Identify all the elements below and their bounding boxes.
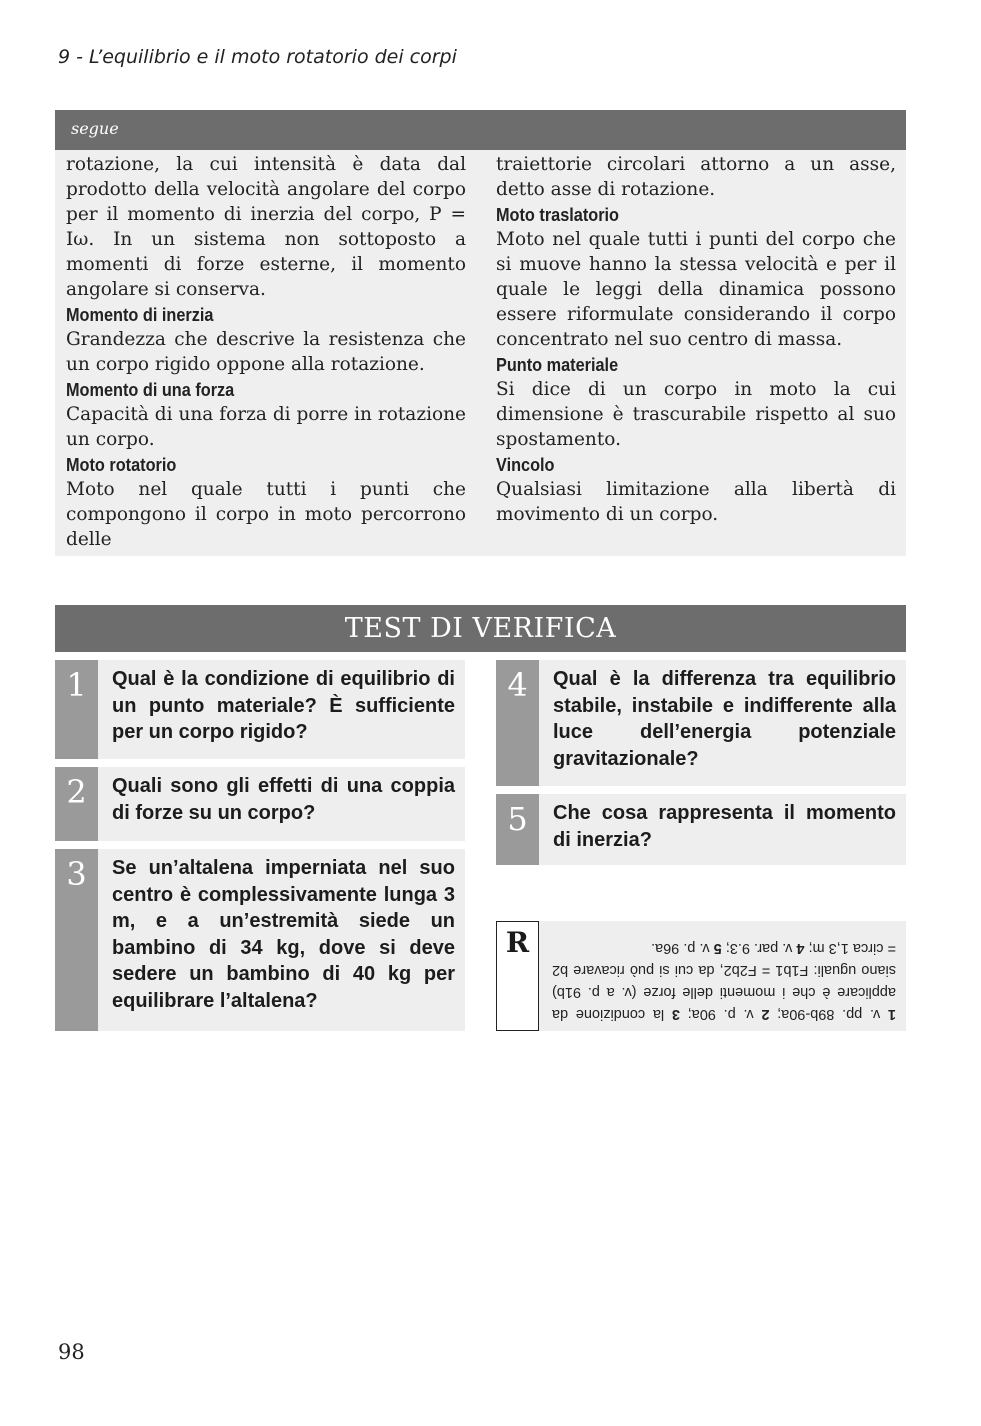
glossary-definition: Moto nel quale tutti i punti del corpo che si muove hanno la stessa velocità e per il quale le leggi della dinamica possono essere riformulate considerando il corpo concentrato nel suo centro di massa. [496,229,896,350]
glossary-definition: Grandezza che descrive la resistenza che un corpo rigido oppone alla rotazione. [66,329,466,375]
glossary-definition: Si dice di un corpo in moto la cui dimensione è trascurabile rispetto al suo spostamento. [496,379,896,450]
question-text: Se un’altalena imperniata nel suo centro è complessivamente lunga 3 m, e a un’estremità siede un bambino di 34 kg, dove si deve sedere un bambino di 40 kg per equilibrare l’altalena? [112,857,455,1012]
running-head: 9 - L’equilibrio e il moto rotatorio dei corpi [58,46,457,68]
question-number: 4 [496,660,539,786]
page-number: 98 [58,1340,85,1364]
glossary-intro-right: traiettorie circolari attorno a un asse, detto asse di rotazione. [496,154,896,200]
glossary-term: Momento di una forza [66,379,235,400]
glossary-term: Moto traslatorio [496,204,620,225]
question-text: Che cosa rappresenta il momento di inerzia? [553,802,896,851]
answers-label: R [496,921,539,1031]
question-number: 3 [55,849,98,1031]
answer-number: 3 [671,1006,680,1022]
answer-text: v. pp. 89b-90a; [769,1006,888,1022]
glossary-definition: Moto nel quale tutti i punti che compongono il corpo in moto percorrono delle [66,479,466,550]
glossary-right-column [496,152,896,527]
question-4 [496,660,906,786]
question-2 [55,767,465,841]
answer-text: la condizione da applicare è che i momenti delle forze (v. a p. 91b) siano uguali: F1b1 = F2b2, da cui si può ricavare b2 = circa 1,3 m; [551,940,896,1022]
glossary-term: Moto rotatorio [66,454,177,475]
glossary-definition: Capacità di una forza di porre in rotazione un corpo. [66,404,466,450]
glossary-term: Punto materiale [496,354,619,375]
glossary-continue-label: segue [71,119,119,138]
question-number: 1 [55,660,98,759]
answer-number: 2 [761,1006,770,1022]
question-text: Quali sono gli effetti di una coppia di forze su un corpo? [112,775,455,824]
question-1 [55,660,465,759]
glossary-header-bar [55,110,906,150]
answers-box [496,921,906,1031]
glossary-intro-left: rotazione, la cui intensità è data dal prodotto della velocità angolare del corpo per il momento di inerzia del corpo, P = Iω. In un sistema non sottoposto a momenti di forze esterne, il momento angolare si conserva. [66,154,466,300]
test-title: TEST DI VERIFICA [344,613,617,644]
answer-text: v. par. 9.3; [721,940,797,956]
answer-number: 5 [713,940,722,956]
answer-text: v. p. 90a; [679,1006,762,1022]
question-text: Qual è la differenza tra equilibrio stabile, instabile e indifferente alla luce dell’energia potenziale gravitazionale? [553,668,896,770]
question-5 [496,794,906,865]
test-title-bar [55,605,906,652]
glossary-term: Vincolo [496,454,555,475]
question-3 [55,849,465,1031]
question-number: 5 [496,794,539,865]
answers-text-upside-down [552,927,896,1025]
glossary-definition: Qualsiasi limitazione alla libertà di movimento di un corpo. [496,479,896,525]
question-text: Qual è la condizione di equilibrio di un punto materiale? È sufficiente per un corpo rigido? [112,668,455,743]
glossary-term: Momento di inerzia [66,304,214,325]
question-number: 2 [55,767,98,841]
answer-text: v. p. 96a. [651,940,714,956]
answer-number: 1 [887,1006,896,1022]
glossary-left-column [66,152,466,552]
answer-number: 4 [796,940,805,956]
